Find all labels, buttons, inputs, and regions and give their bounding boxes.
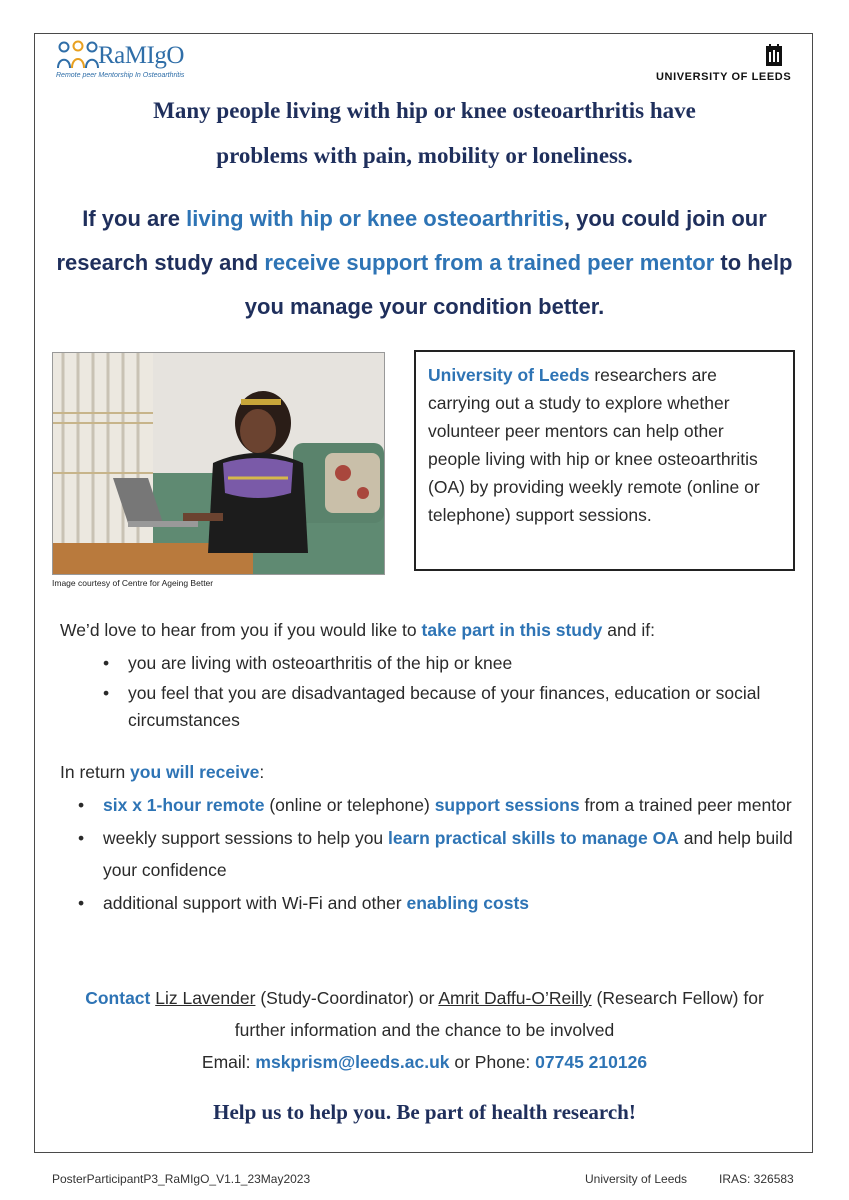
university-crest-icon [763, 44, 785, 68]
benefits-highlight: you will receive [130, 762, 260, 782]
email-label: Email: [201, 1052, 256, 1072]
participant-photo [52, 352, 385, 575]
intro-highlight-2: receive support from a trained peer mentor [264, 250, 715, 275]
benefits-lead-text: In return [60, 762, 131, 782]
footer-organisation: University of Leeds [585, 1172, 688, 1186]
intro-highlight-1: living with hip or knee osteoarthritis [186, 206, 564, 231]
phone-label: or Phone: [449, 1052, 536, 1072]
benefits-lead [60, 762, 264, 783]
contact-role-1: (Study-Coordinator) or [255, 988, 439, 1008]
list-item [78, 887, 798, 919]
email-link[interactable]: mskprism@leeds.ac.uk [255, 1052, 450, 1072]
benefit-text: additional support with Wi-Fi and other [103, 893, 407, 913]
benefits-list [78, 789, 798, 920]
university-logo [656, 44, 790, 84]
intro-text-1: If you are [82, 206, 187, 231]
headline-line-2: problems with pain, mobility or loneliness. [216, 143, 633, 168]
ramigo-logo [56, 40, 196, 86]
headline-line-1: Many people living with hip or knee osteoarthritis have [153, 98, 696, 123]
intro-text-2: , you could join our research study and [56, 206, 767, 275]
photo-illustration [53, 353, 384, 574]
intro-text-3: to help you manage your condition better. [244, 250, 793, 319]
eligibility-lead-end: and if: [602, 620, 655, 640]
list-item [78, 789, 798, 821]
ramigo-brand: RaMIgO [98, 42, 184, 69]
headline [60, 88, 789, 178]
eligibility-lead [60, 620, 655, 641]
intro-paragraph [52, 197, 797, 329]
contact-person-1[interactable]: Liz Lavender [155, 988, 256, 1008]
contact-section [60, 982, 789, 1078]
info-text: researchers are carrying out a study to explore whether volunteer peer mentors can help other people living with hip or knee osteoarthritis (OA) by providing weekly remote (online or telephone) support sessions. [428, 365, 760, 525]
benefit-highlight: support sessions [434, 795, 580, 815]
people-figures-icon [56, 40, 102, 72]
benefit-text: (online or telephone) [264, 795, 435, 815]
info-highlight: University of Leeds [428, 365, 590, 385]
benefit-highlight: learn practical skills to manage OA [388, 828, 679, 848]
contact-person-2[interactable]: Amrit Daffu-O’Reilly [438, 988, 592, 1008]
footer-iras: IRAS: 326583 [719, 1172, 794, 1186]
ramigo-tagline: Remote peer Mentorship In Osteoarthritis [56, 72, 185, 79]
university-name: UNIVERSITY OF LEEDS [656, 71, 792, 83]
photo-caption: Image courtesy of Centre for Ageing Better [52, 578, 214, 588]
eligibility-highlight: take part in this study [421, 620, 603, 640]
benefit-text: and help build your confidence [103, 828, 793, 880]
eligibility-lead-text: We’d love to hear from you if you would like to [60, 620, 422, 640]
eligibility-list [103, 650, 783, 737]
list-item: • you are living with osteoarthritis of the hip or knee [103, 650, 783, 677]
phone-number[interactable]: 07745 210126 [535, 1052, 648, 1072]
benefit-highlight: six x 1-hour remote [103, 795, 265, 815]
list-item [78, 822, 798, 886]
closing-tagline: Help us to help you. Be part of health research! [213, 1100, 636, 1124]
benefit-text: from a trained peer mentor [579, 795, 792, 815]
footer-doc-id: PosterParticipantP3_RaMIgO_V1.1_23May2023 [52, 1172, 311, 1186]
contact-label: Contact [85, 988, 151, 1008]
study-info-box [414, 350, 795, 571]
contact-role-2: (Research Fellow) for further information and the chance to be involved [234, 988, 764, 1040]
benefit-highlight: enabling costs [406, 893, 530, 913]
list-item: • you feel that you are disadvantaged because of your finances, education or social circumstances [103, 680, 783, 734]
benefit-text: weekly support sessions to help you [103, 828, 389, 848]
benefits-lead-end: : [259, 762, 265, 782]
